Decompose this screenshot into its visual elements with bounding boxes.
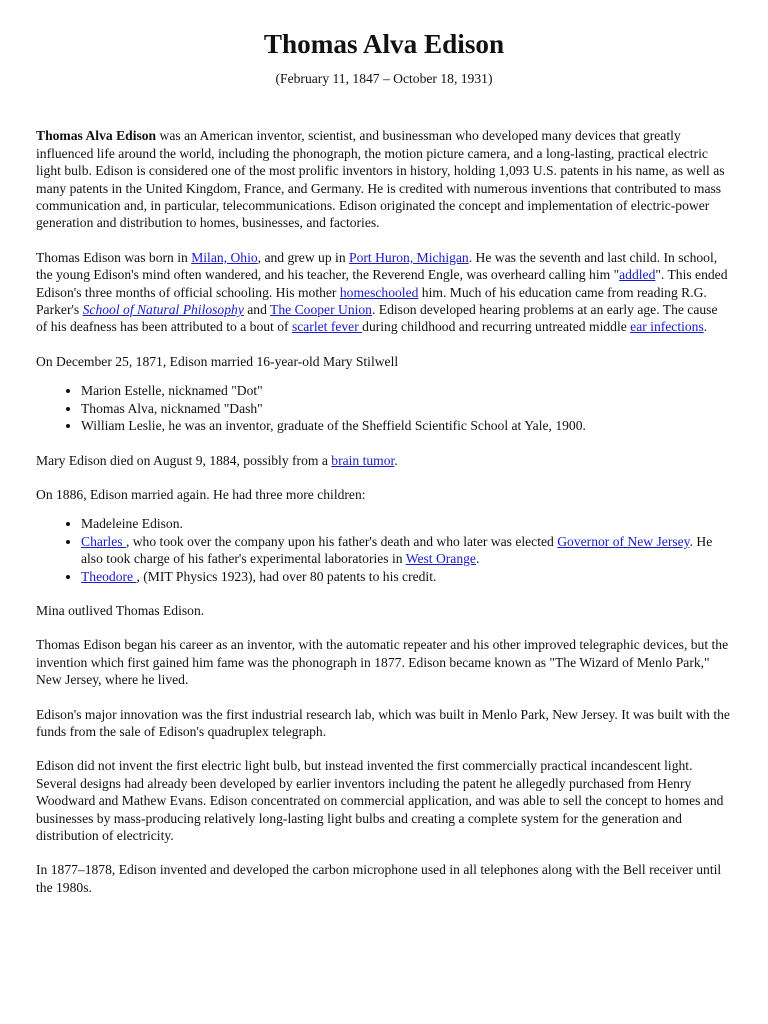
text-segment: . <box>703 319 708 335</box>
link-addled[interactable]: addled <box>619 267 656 283</box>
text-segment: during childhood and recurring untreated middle <box>362 319 631 335</box>
text-segment: . Edison developed hearing problems at an early age. The cause of his deafness has been attributed to a bout of <box>36 302 718 335</box>
link-homeschooled[interactable]: homeschooled <box>339 284 419 300</box>
first-marriage-children-list <box>36 382 732 434</box>
list-item: • Madeleine Edison. <box>81 515 732 532</box>
text-segment: . He also took charge of his father's experimental laboratories in <box>81 533 713 567</box>
intro-paragraph <box>36 127 732 231</box>
link-charles[interactable]: Charles <box>81 533 126 549</box>
first-marriage-paragraph: On December 25, 1871, Edison married 16-year-old Mary Stilwell <box>36 353 399 369</box>
text-segment: . <box>394 452 398 468</box>
link-port-huron-michigan[interactable]: Port Huron, Michigan <box>349 249 469 265</box>
list-item: • Thomas Alva, nicknamed "Dash" <box>81 400 732 417</box>
text-segment: him. Much of his education came from reading R.G. Parker's <box>36 284 707 318</box>
link-milan-ohio[interactable]: Milan, Ohio <box>191 249 258 265</box>
light-bulb-paragraph: Edison did not invent the first electric light bulb, but instead invented the first commercially practical incandescent light. Several designs had already been developed by earlier inventors including the patent he allegedly purchased from Henry Woodward and Mathew Evans. Edison concentrated on commercial application, and was able to sell the concept to homes and businesses by mass-producing relatively long-lasting light bulbs and creating a complete system for the generation and distribution of electricity. <box>36 758 724 843</box>
link-theodore[interactable]: Theodore <box>81 568 137 584</box>
text-segment: ". This ended Edison's three months of official schooling. His mother <box>36 267 728 300</box>
text-segment: and <box>243 302 271 318</box>
childhood-paragraph <box>36 249 732 336</box>
link-scarlet-fever[interactable]: scarlet fever <box>291 319 363 335</box>
text-segment: . He was the seventh and last child. In school, the young Edison's mind often wandered, and his teacher, the Reverend Engle, was overheard calling him " <box>36 249 718 283</box>
mina-paragraph: Mina outlived Thomas Edison. <box>36 602 205 618</box>
text-segment: , who took over the company upon his father's death and who later was elected <box>125 533 558 549</box>
life-dates: (February 11, 1847 – October 18, 1931) <box>275 71 493 86</box>
intro-text: was an American inventor, scientist, and businessman who developed many devices that greatly influenced life around the world, including the phonograph, the motion picture camera, and a long-lasting, practical electric light bulb. Edison is considered one of the most prolific inventors in history, holding 1,093 U.S. patents in his name, as well as many patents in the United Kingdom, France, and Germany. He is credited with numerous inventions that contributed to mass communication and, in particular, telecommunications. Edison originated the concept and implementation of electric-power generation and distribution to homes, businesses, and factories. <box>36 128 725 231</box>
link-brain-tumor[interactable]: brain tumor <box>331 452 395 468</box>
second-marriage-paragraph: On 1886, Edison married again. He had three more children: <box>36 486 366 502</box>
text-segment: , and grew up in <box>257 249 350 265</box>
link-ear-infections[interactable]: ear infections <box>630 319 704 335</box>
career-paragraph: Thomas Edison began his career as an inventor, with the automatic repeater and his other improved telegraphic devices, but the invention which first gained him fame was the phonograph in 1877. Edison became known as "The Wizard of Menlo Park," New Jersey, where he lived. <box>36 637 729 688</box>
document-title: Thomas Alva Edison <box>263 29 505 59</box>
second-marriage-children-list <box>36 515 732 585</box>
text-segment: Mary Edison died on August 9, 1884, possibly from a <box>36 452 332 468</box>
list-item: • Marion Estelle, nicknamed "Dot" <box>81 382 732 399</box>
list-item <box>81 568 732 585</box>
text-segment: Thomas Edison was born in <box>36 249 192 265</box>
link-governor-of-new-jersey[interactable]: Governor of New Jersey <box>557 533 690 549</box>
text-segment: , (MIT Physics 1923), had over 80 patents to his credit. <box>136 568 437 584</box>
link-cooper-union[interactable]: The Cooper Union <box>270 302 372 318</box>
link-school-of-natural-philosophy[interactable]: School of Natural Philosophy <box>82 302 244 318</box>
intro-subject-name: Thomas Alva Edison <box>36 128 157 144</box>
research-lab-paragraph: Edison's major innovation was the first industrial research lab, which was built in Menlo Park, New Jersey. It was built with the funds from the sale of Edison's quadruplex telegraph. <box>36 706 730 739</box>
list-item <box>81 533 732 568</box>
mary-death-paragraph <box>36 452 732 469</box>
list-item: • William Leslie, he was an inventor, graduate of the Sheffield Scientific School at Yale, 1900. <box>81 417 732 434</box>
microphone-paragraph: In 1877–1878, Edison invented and developed the carbon microphone used in all telephones along with the Bell receiver until the 1980s. <box>36 862 722 895</box>
text-segment: . <box>475 551 480 567</box>
link-west-orange[interactable]: West Orange <box>405 551 476 567</box>
